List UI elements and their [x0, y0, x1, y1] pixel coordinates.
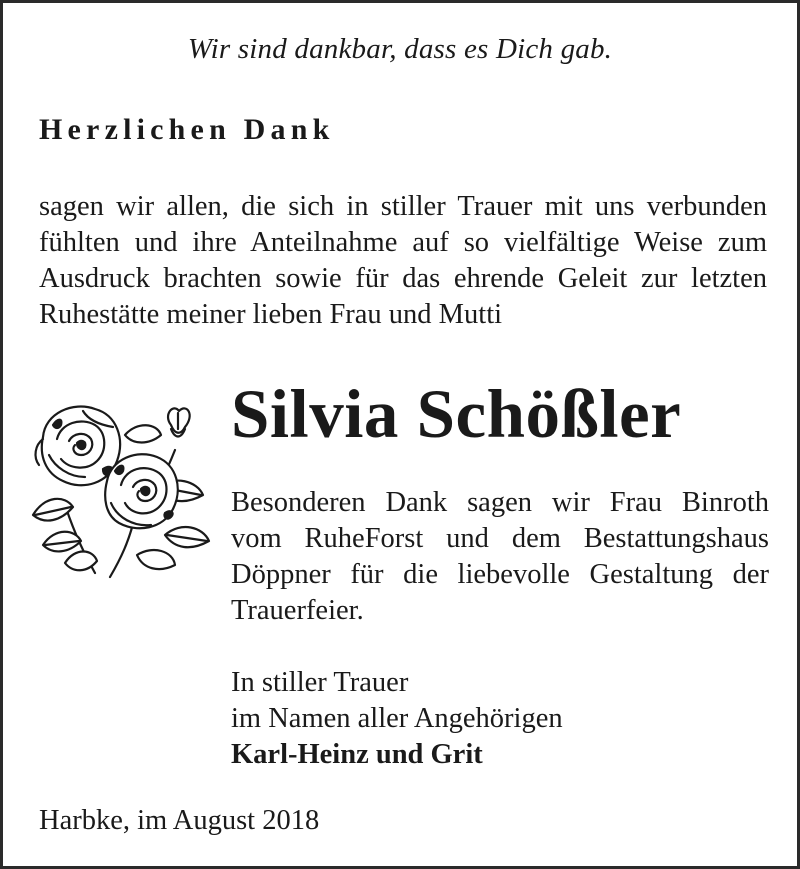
- special-thanks-line: Besonderen Dank sagen wir Frau Binroth: [231, 487, 769, 518]
- intro-line: Ausdruck brachten sowie für das ehrende Geleit zur letzten: [39, 263, 767, 294]
- special-thanks-line: Döppner für die liebevolle Gestaltung der: [231, 559, 769, 590]
- thanks-heading: Herzlichen Dank: [39, 113, 335, 146]
- motto: Wir sind dankbar, dass es Dich gab.: [187, 33, 613, 65]
- mourning-line: im Namen aller Angehörigen: [231, 703, 563, 734]
- signers: Karl-Heinz und Grit: [231, 739, 483, 770]
- place-and-date: Harbke, im August 2018: [39, 805, 320, 836]
- special-thanks-line: vom RuheForst und dem Bestattungshaus: [231, 523, 769, 554]
- mourning-block: [231, 665, 563, 773]
- intro-line: fühlten und ihre Anteilnahme auf so vielfältige Weise zum: [39, 227, 767, 258]
- mourning-line: In stiller Trauer: [231, 667, 409, 698]
- special-thanks-paragraph: [231, 485, 769, 629]
- intro-line: Ruhestätte meiner lieben Frau und Mutti: [39, 299, 503, 330]
- roses-icon: [25, 395, 215, 585]
- intro-line: sagen wir allen, die sich in stiller Trauer mit uns verbunden: [39, 191, 767, 222]
- deceased-name: Silvia Schößler: [231, 376, 682, 452]
- special-thanks-line: Trauerfeier.: [231, 595, 364, 626]
- intro-paragraph: [39, 189, 767, 333]
